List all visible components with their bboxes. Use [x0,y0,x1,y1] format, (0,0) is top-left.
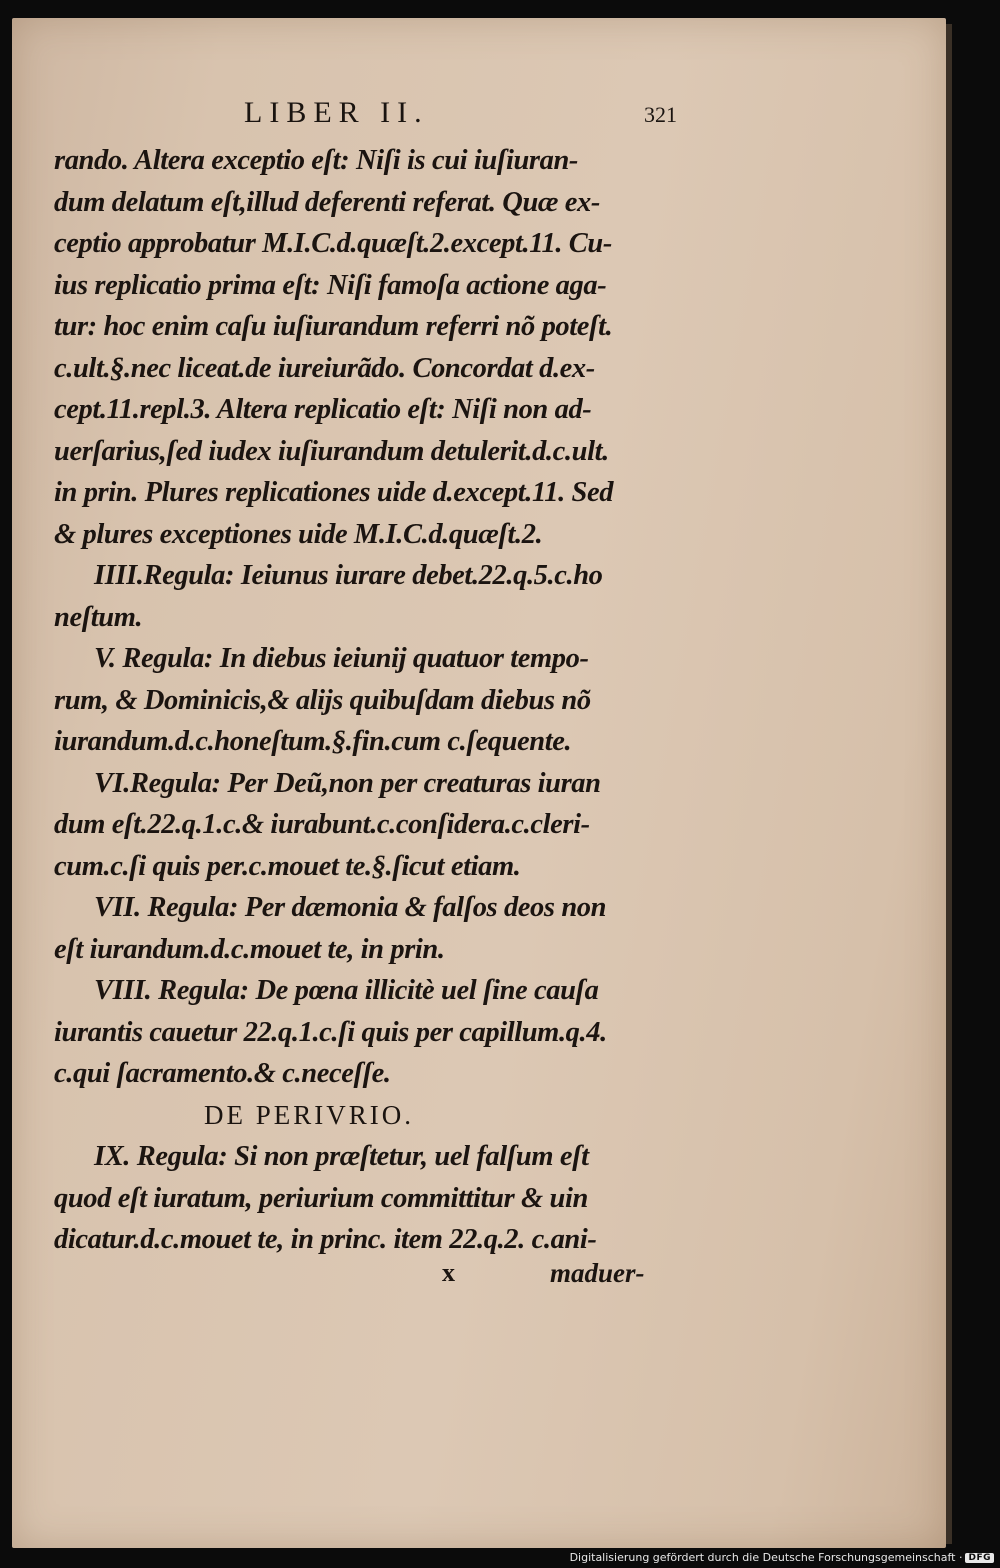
rule-line: VII. Regula: Per dæmonia & falſos deos non [94,892,607,923]
text-line: ius replicatio prima eſt: Niſi famoſa actione aga- [54,269,607,301]
text-line: c.ult.§.nec liceat.de iureiurãdo. Concordat d.ex- [54,352,595,384]
text-line: uerſarius,ſed iudex iuſiurandum detulerit.d.c.ult. [54,435,609,467]
text-line: quod eſt iuratum, periurium committitur & uin [54,1182,588,1214]
running-title: LIBER II. [244,96,429,129]
book-page [12,18,946,1548]
text-line: eſt iurandum.d.c.mouet te, in prin. [54,933,445,965]
footer-credit: Digitalisierung gefördert durch die Deutsche Forschungsgemeinschaft · [569,1551,963,1564]
text-line: c.qui ſacramento.& c.neceſſe. [54,1058,391,1089]
text-line: dum delatum eſt,illud deferenti referat. Quæ ex- [54,186,600,218]
text-line: rando. Altera exceptio eſt: Niſi is cui iuſiuran- [54,145,579,176]
rule-line: V. Regula: In diebus ieiunij quatuor tempo- [94,643,589,674]
catch-row [54,1258,684,1300]
text-line: neſtum. [54,601,143,633]
section-heading: DE PERIVRIO. [204,1099,414,1130]
dfg-logo-icon: DFG [965,1553,994,1563]
text-line: rum, & Dominicis,& alijs quibuſdam diebus nõ [54,684,591,716]
text-line: & plures exceptiones uide M.I.C.d.quæſt.2. [54,518,543,550]
running-head [52,96,692,130]
text-line: in prin. Plures replicationes uide d.except.11. Sed [54,477,614,508]
rule-line: VIII. Regula: De pœna illicitè uel ſine cauſa [94,975,599,1006]
rule-line: IX. Regula: Si non præſtetur, uel falſum eſt [94,1141,589,1172]
catchword: maduer- [550,1258,645,1288]
signature-mark: x [442,1258,455,1287]
text-line: iurantis cauetur 22.q.1.c.ſi quis per capillum.q.4. [54,1016,607,1048]
text-line: tur: hoc enim caſu iuſiurandum referri nõ poteſt. [54,311,613,342]
page-edge [946,24,952,1544]
digitization-footer [570,1551,994,1564]
rule-line: VI.Regula: Per Deũ,non per creaturas iuran [94,767,601,799]
text-line: dum eſt.22.q.1.c.& iurabunt.c.conſidera.c.cleri- [54,809,590,840]
text-line: cum.c.ſi quis per.c.mouet te.§.ſicut etiam. [54,850,521,882]
text-line: ceptio approbatur M.I.C.d.quæſt.2.except.11. Cu- [54,228,612,259]
text-line: dicatur.d.c.mouet te, in princ. item 22.q.2. c.ani- [54,1224,597,1255]
folio-number: 321 [644,102,677,127]
rule-line: IIII.Regula: Ieiunus iurare debet.22.q.5.c.ho [94,560,603,591]
text-block [54,140,684,1261]
text-line: iurandum.d.c.honeſtum.§.fin.cum c.ſequente. [54,726,572,757]
text-line: cept.11.repl.3. Altera replicatio eſt: Niſi non ad- [54,394,592,425]
